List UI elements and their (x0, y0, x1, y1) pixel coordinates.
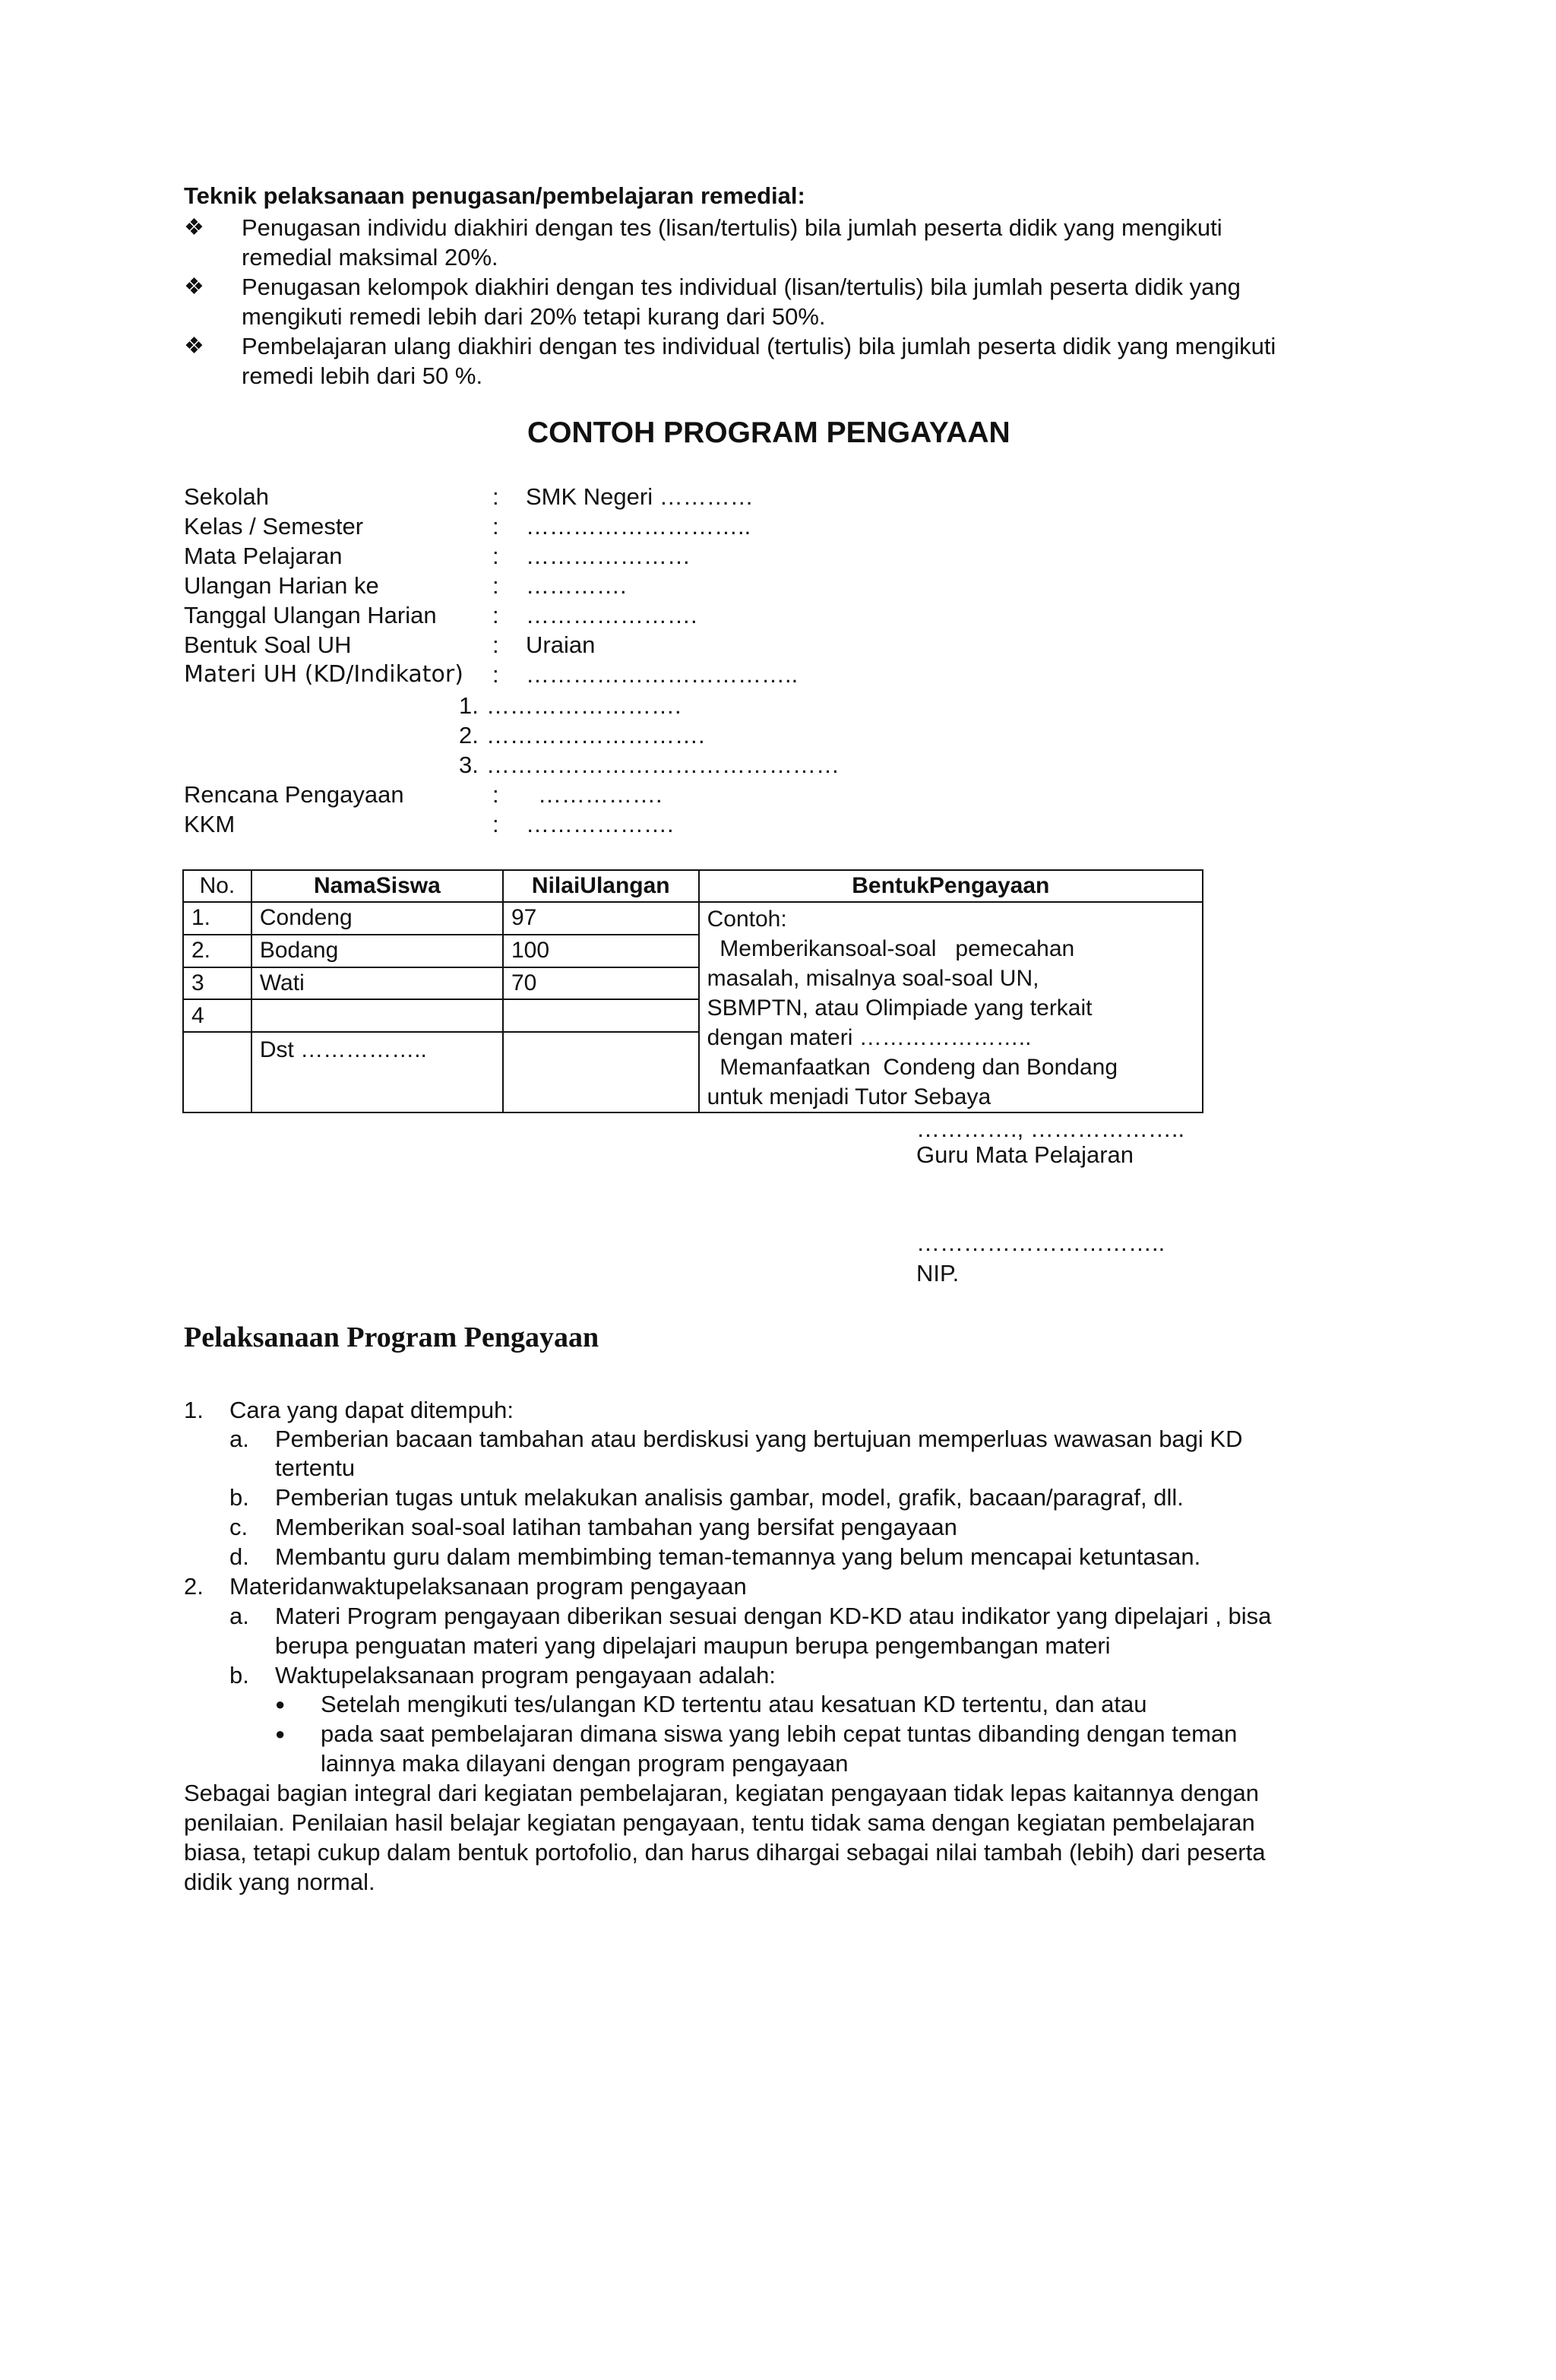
dot-item-text: lainnya maka dilayani dengan program pengayaan (321, 1750, 849, 1777)
cell-nilai: 100 (503, 935, 699, 967)
field-colon: : (492, 483, 499, 510)
table-header-row (183, 870, 1203, 902)
materi-item-number: 3. (459, 752, 479, 778)
closing-paragraph-line: biasa, tetapi cukup dalam bentuk portofolio, dan harus dihargai sebagai nilai tambah (lebih) dari peserta (184, 1839, 1266, 1866)
sub-item-text: Waktupelaksanaan program pengayaan adalah: (275, 1662, 776, 1688)
field-value-materi: …………………………….. (526, 661, 799, 688)
score-table (182, 869, 1203, 1113)
sub-item-text: Pemberian tugas untuk melakukan analisis gambar, model, grafik, bacaan/paragraf, dll. (275, 1484, 1184, 1511)
table-row (183, 902, 1203, 935)
remedial-bullet-2-line1: Penugasan kelompok diakhiri dengan tes individual (lisan/tertulis) bila jumlah peserta didik yang (242, 274, 1241, 300)
diamond-bullet-icon: ❖ (184, 334, 204, 359)
field-value-rencana: ……………. (538, 781, 663, 808)
signature-nip: NIP. (916, 1260, 960, 1287)
diamond-bullet-icon: ❖ (184, 215, 204, 240)
field-label-rencana: Rencana Pengayaan (184, 781, 404, 808)
sub-item-text: Pemberian bacaan tambahan atau berdiskusi yang bertujuan memperluas wawasan bagi KD (275, 1426, 1243, 1452)
cell-no: 4 (183, 999, 251, 1032)
diamond-bullet-icon: ❖ (184, 274, 204, 299)
cell-no: 1. (183, 902, 251, 935)
sub-item-text: berupa penguatan materi yang dipelajari maupun berupa pengembangan materi (275, 1632, 1111, 1659)
sub-item-text: Membantu guru dalam membimbing teman-temannya yang belum mencapai ketuntasan. (275, 1543, 1201, 1570)
bentuk-line: masalah, misalnya soal-soal UN, (707, 966, 1039, 991)
cell-no (183, 1032, 251, 1112)
cell-nilai (503, 1032, 699, 1112)
field-value-mapel: ………………… (526, 543, 691, 569)
closing-paragraph-line: penilaian. Penilaian hasil belajar kegiatan pengayaan, tentu tidak sama dengan kegiatan pembelajaran (184, 1809, 1255, 1836)
field-label-materi: Materi UH (KD/Indikator) (184, 661, 463, 688)
field-label-tanggal: Tanggal Ulangan Harian (184, 602, 437, 628)
closing-paragraph-line: Sebagai bagian integral dari kegiatan pembelajaran, kegiatan pengayaan tidak lepas kaitannya dengan (184, 1780, 1259, 1806)
field-value-bentuk-soal: Uraian (526, 631, 596, 658)
sub-letter: b. (229, 1662, 249, 1688)
sub-letter: b. (229, 1484, 249, 1511)
cell-nama: Bodang (251, 935, 503, 967)
field-colon: : (492, 572, 499, 599)
field-colon: : (492, 602, 499, 628)
field-colon: : (492, 631, 499, 658)
cell-no: 3 (183, 967, 251, 1000)
section-heading: Pelaksanaan Program Pengayaan (184, 1321, 599, 1353)
sub-item-text: Memberikan soal-soal latihan tambahan yang bersifat pengayaan (275, 1514, 957, 1540)
cell-no: 2. (183, 935, 251, 967)
cell-bentuk-pengayaan (699, 902, 1203, 1112)
column-header-bentuk: BentukPengayaan (699, 870, 1203, 902)
page-title: CONTOH PROGRAM PENGAYAAN (527, 416, 1010, 449)
materi-item-value: ……………………. (486, 692, 682, 719)
signature-place-date: …………., ……………….. (916, 1116, 1185, 1142)
remedial-heading: Teknik pelaksanaan penugasan/pembelajaran remedial: (184, 182, 805, 209)
field-label-ulangan: Ulangan Harian ke (184, 572, 379, 599)
bentuk-line: Memanfaatkan Condeng dan Bondang (707, 1055, 1118, 1080)
sub-letter: d. (229, 1543, 249, 1570)
materi-item-number: 1. (459, 692, 479, 719)
field-label-sekolah: Sekolah (184, 483, 270, 510)
cell-nama: Wati (251, 967, 503, 1000)
cell-nama (251, 999, 503, 1032)
sub-letter: a. (229, 1426, 249, 1452)
field-value-kelas: ……………………….. (526, 513, 751, 540)
sub-letter: c. (229, 1514, 248, 1540)
remedial-bullet-1-line2: remedial maksimal 20%. (242, 244, 498, 271)
materi-item-value: ………………………. (486, 722, 705, 748)
bentuk-line: Memberikansoal-soal pemecahan (707, 936, 1075, 961)
sub-item-text: Materi Program pengayaan diberikan sesuai dengan KD-KD atau indikator yang dipelajari , bisa (275, 1603, 1272, 1629)
bullet-dot-icon: ● (275, 1695, 286, 1714)
closing-paragraph-line: didik yang normal. (184, 1869, 375, 1895)
column-header-nama: NamaSiswa (251, 870, 503, 902)
signature-role: Guru Mata Pelajaran (916, 1141, 1134, 1168)
sub-item-text: tertentu (275, 1454, 356, 1481)
bentuk-line: SBMPTN, atau Olimpiade yang terkait (707, 995, 1093, 1021)
field-label-mapel: Mata Pelajaran (184, 543, 343, 569)
field-value-ulangan: …………. (526, 572, 627, 599)
remedial-bullet-1-line1: Penugasan individu diakhiri dengan tes (lisan/tertulis) bila jumlah peserta didik yang mengikuti (242, 214, 1222, 241)
materi-item-value: ……………………………………… (486, 752, 840, 778)
cell-nilai (503, 999, 699, 1032)
field-colon: : (492, 811, 499, 837)
list-item-title: Cara yang dapat ditempuh: (229, 1397, 514, 1423)
field-colon: : (492, 513, 499, 540)
remedial-bullet-2-line2: mengikuti remedi lebih dari 20% tetapi kurang dari 50%. (242, 303, 826, 330)
list-number: 1. (184, 1397, 204, 1423)
dot-item-text: Setelah mengikuti tes/ulangan KD tertentu atau kesatuan KD tertentu, dan atau (321, 1691, 1147, 1717)
cell-nama: Condeng (251, 902, 503, 935)
bentuk-line: untuk menjadi Tutor Sebaya (707, 1084, 991, 1109)
field-value-sekolah: SMK Negeri ………… (526, 483, 754, 510)
field-label-bentuk-soal: Bentuk Soal UH (184, 631, 352, 658)
cell-nilai: 70 (503, 967, 699, 1000)
list-item-title: Materidanwaktupelaksanaan program pengayaan (229, 1573, 747, 1600)
field-label-kkm: KKM (184, 811, 236, 837)
materi-item-number: 2. (459, 722, 479, 748)
field-colon: : (492, 543, 499, 569)
cell-nilai: 97 (503, 902, 699, 935)
remedial-bullet-3-line1: Pembelajaran ulang diakhiri dengan tes individual (tertulis) bila jumlah peserta didik yang mengikuti (242, 333, 1276, 359)
bentuk-line: Contoh: (707, 907, 787, 932)
field-colon: : (492, 661, 499, 688)
list-number: 2. (184, 1573, 204, 1600)
bentuk-line: dengan materi ………………….. (707, 1025, 1032, 1050)
sub-letter: a. (229, 1603, 249, 1629)
field-label-kelas: Kelas / Semester (184, 513, 364, 540)
column-header-nilai: NilaiUlangan (503, 870, 699, 902)
field-value-kkm: ………………. (526, 811, 674, 837)
field-colon: : (492, 781, 499, 808)
dot-item-text: pada saat pembelajaran dimana siswa yang lebih cepat tuntas dibanding dengan teman (321, 1720, 1238, 1747)
signature-name: ………………………….. (916, 1230, 1165, 1256)
field-value-tanggal: …………………. (526, 602, 697, 628)
cell-nama: Dst …………….. (251, 1032, 503, 1112)
remedial-bullet-3-line2: remedi lebih dari 50 %. (242, 362, 483, 389)
column-header-no: No. (183, 870, 251, 902)
bullet-dot-icon: ● (275, 1724, 286, 1743)
